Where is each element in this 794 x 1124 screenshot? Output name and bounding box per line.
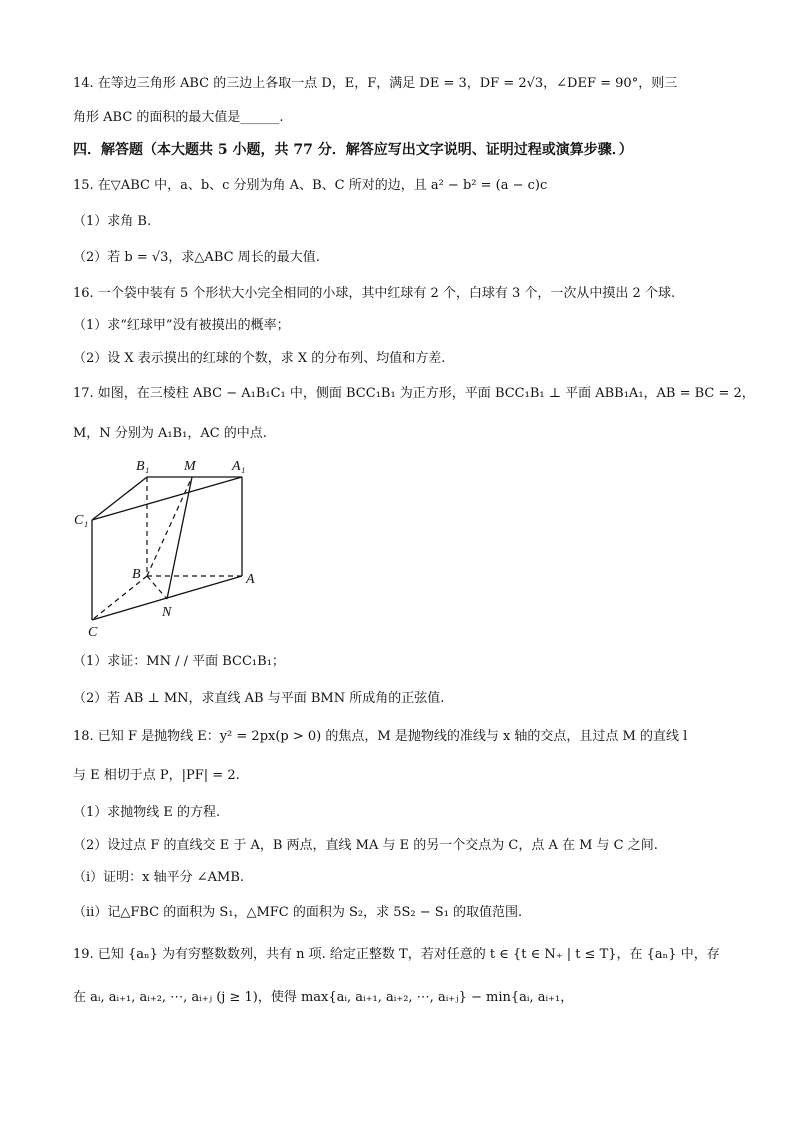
- edge-C1-A1: [92, 477, 242, 520]
- q14-line-1: 14. 在等边三角形 ABC 的三边上各取一点 D，E，F，满足 DE = 3，DF = 2√3，∠DEF = 90°，则三: [73, 76, 678, 91]
- prism-figure: [70, 452, 270, 642]
- segment-B-N-hidden: [147, 576, 167, 599]
- q18-part-1: （1）求抛物线 E 的方程.: [73, 805, 221, 820]
- label-N: N: [162, 605, 172, 620]
- q18-part-i: （i）证明：x 轴平分 ∠AMB.: [73, 870, 245, 885]
- label-A1: A₁: [232, 459, 246, 474]
- label-B1: B₁: [136, 459, 150, 474]
- q17-part-1: （1）求证：MN / / 平面 BCC₁B₁；: [73, 654, 285, 669]
- q18-part-ii: （ii）记△FBC 的面积为 S₁，△MFC 的面积为 S₂，求 5S₂ − S₁ 的取值范围.: [73, 905, 523, 920]
- q18-line-1: 18. 已知 F 是抛物线 E：y² = 2px(p > 0) 的焦点，M 是抛物线的准线与 x 轴的交点，且过点 M 的直线 l: [73, 729, 688, 744]
- q18-part-2: （2）设过点 F 的直线交 E 于 A，B 两点，直线 MA 与 E 的另一个交点为 C，点 A 在 M 与 C 之间.: [73, 838, 658, 853]
- q19-line-1: 19. 已知 {aₙ} 为有穷整数数列，共有 n 项. 给定正整数 T，若对任意的 t ∈ {t ∈ N₊ | t ≤ T}，在 {aₙ} 中，存: [73, 947, 720, 962]
- q16-part-2: （2）设 X 表示摸出的红球的个数，求 X 的分布列、均值和方差.: [73, 351, 446, 366]
- q15-part-1: （1）求角 B.: [73, 214, 152, 229]
- label-B: B: [132, 567, 141, 582]
- q19-line-2: 在 aᵢ, aᵢ₊₁, aᵢ₊₂, ⋯, aᵢ₊ⱼ (j ≥ 1)，使得 max{aᵢ, aᵢ₊₁, aᵢ₊₂, ⋯, aᵢ₊ⱼ} − min{aᵢ, aᵢ₊₁，: [73, 990, 574, 1005]
- q17-line-1: 17. 如图，在三棱柱 ABC − A₁B₁C₁ 中，侧面 BCC₁B₁ 为正方形，平面 BCC₁B₁ ⊥ 平面 ABB₁A₁，AB = BC = 2，: [73, 386, 755, 401]
- label-C: C: [88, 625, 98, 640]
- label-A: A: [246, 572, 255, 587]
- q15-line: 15. 在▽ABC 中，a、b、c 分别为角 A、B、C 所对的边，且 a² − b² = (a − c)c: [73, 178, 548, 193]
- q17-line-2: M，N 分别为 A₁B₁，AC 的中点.: [73, 426, 267, 441]
- edge-C1-B1: [92, 477, 147, 520]
- edge-B-C-hidden: [92, 576, 147, 620]
- segment-B-M-hidden: [147, 477, 192, 576]
- label-C1: C₁: [74, 513, 89, 528]
- q17-part-2: （2）若 AB ⊥ MN，求直线 AB 与平面 BMN 所成角的正弦值.: [73, 691, 445, 706]
- label-M: M: [184, 459, 196, 474]
- q14-line-2: 角形 ABC 的面积的最大值是______.: [73, 110, 284, 125]
- q18-line-2: 与 E 相切于点 P，|PF| = 2.: [73, 768, 240, 783]
- q16-part-1: （1）求“红球甲”没有被摸出的概率；: [73, 318, 290, 333]
- section-4-heading: 四．解答题（本大题共 5 小题，共 77 分．解答应写出文字说明、证明过程或演算步骤．）: [73, 142, 633, 158]
- q15-part-2: （2）若 b = √3，求△ABC 周长的最大值.: [73, 250, 320, 265]
- q16-line: 16. 一个袋中装有 5 个形状大小完全相同的小球，其中红球有 2 个，白球有 3 个，一次从中摸出 2 个球.: [73, 286, 676, 301]
